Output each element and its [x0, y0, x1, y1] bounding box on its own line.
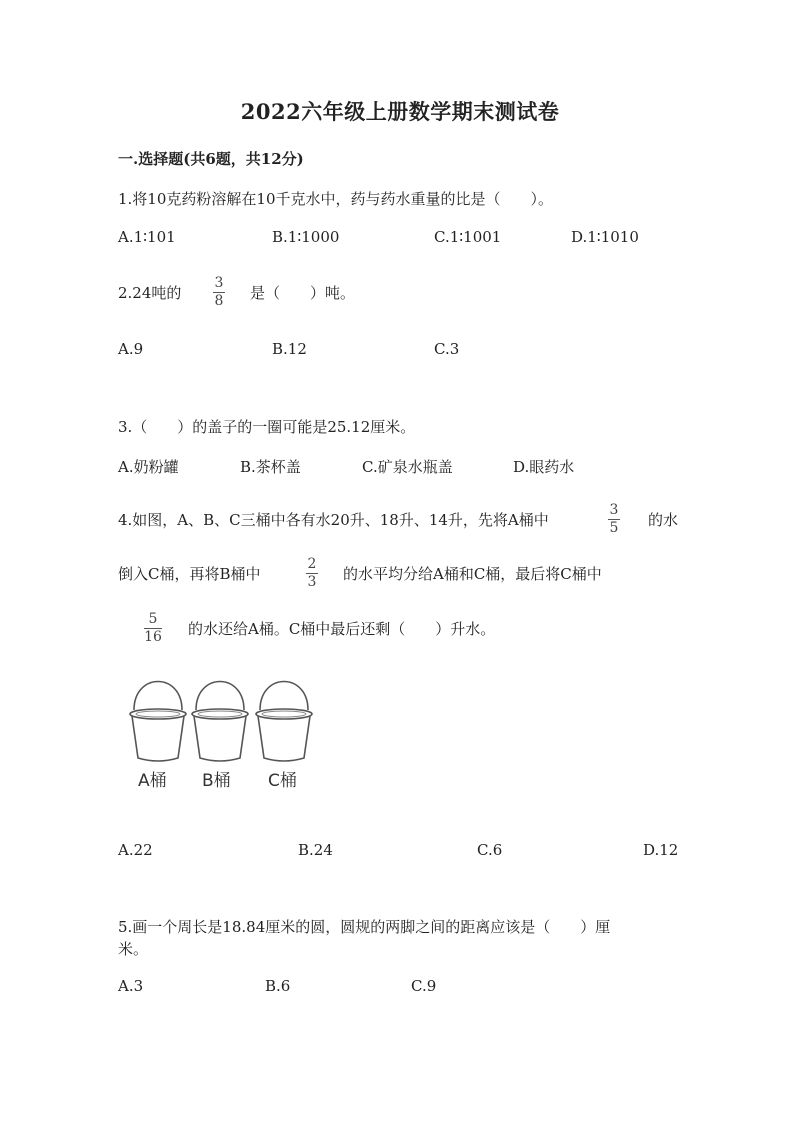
question-5-line2: 米。	[118, 940, 149, 958]
q4-fraction-2	[306, 557, 318, 590]
question-2-post: 是（ ）吨。	[250, 284, 356, 302]
q3-option-a: A.奶粉罐	[118, 458, 179, 476]
section-heading: 一.选择题(共6题，共12分)	[118, 150, 304, 168]
q2-option-b: B.12	[272, 340, 307, 358]
question-4-line3: 的水还给A桶。C桶中最后还剩（ ）升水。	[188, 620, 496, 638]
q5-option-c: C.9	[411, 977, 437, 995]
q5-option-a: A.3	[118, 977, 144, 995]
fraction-denominator: 8	[214, 293, 224, 309]
q4-option-d: D.12	[643, 841, 679, 859]
bucket-b-label: B桶	[202, 771, 231, 791]
q4-option-b: B.24	[298, 841, 333, 859]
q3-option-c: C.矿泉水瓶盖	[362, 458, 453, 476]
buckets-figure	[120, 676, 320, 796]
fraction-numerator: 5	[148, 611, 158, 627]
page-title: 2022六年级上册数学期末测试卷	[240, 99, 560, 124]
q5-option-b: B.6	[265, 977, 291, 995]
q1-option-a: A.1∶101	[118, 228, 176, 246]
question-5-line1: 5.画一个周长是18.84厘米的圆，圆规的两脚之间的距离应该是（ ）厘	[118, 918, 611, 936]
q2-option-a: A.9	[118, 340, 144, 358]
question-4-line2-post: 的水平均分给A桶和C桶，最后将C桶中	[343, 565, 602, 583]
q3-option-d: D.眼药水	[513, 458, 575, 476]
question-4-line1: 4.如图，A、B、C三桶中各有水20升、18升、14升，先将A桶中	[118, 511, 549, 529]
fraction-denominator: 5	[609, 520, 619, 536]
q4-fraction-1	[608, 503, 620, 536]
q2-option-c: C.3	[434, 340, 460, 358]
q2-fraction	[213, 276, 225, 309]
q4-fraction-3	[144, 612, 162, 645]
bucket-a-icon	[130, 682, 186, 762]
bucket-c-label: C桶	[268, 771, 297, 791]
fraction-numerator: 3	[609, 502, 619, 518]
fraction-numerator: 2	[307, 556, 317, 572]
question-2-pre: 2.24吨的	[118, 284, 182, 302]
fraction-numerator: 3	[214, 275, 224, 291]
bucket-c-icon	[256, 682, 312, 762]
q1-option-b: B.1∶1000	[272, 228, 340, 246]
question-4-line1-post: 的水	[648, 511, 679, 529]
fraction-denominator: 3	[307, 574, 317, 590]
q4-option-a: A.22	[118, 841, 153, 859]
q1-option-c: C.1∶1001	[434, 228, 502, 246]
bucket-a-label: A桶	[138, 771, 167, 791]
question-1-stem: 1.将10克药粉溶解在10千克水中，药与药水重量的比是（ ）。	[118, 190, 553, 208]
fraction-denominator: 16	[144, 629, 162, 645]
question-3-stem: 3.（ ）的盖子的一圈可能是25.12厘米。	[118, 418, 416, 436]
q3-option-b: B.茶杯盖	[240, 458, 301, 476]
bucket-b-icon	[192, 682, 248, 762]
q4-option-c: C.6	[477, 841, 503, 859]
question-4-line2: 倒入C桶，再将B桶中	[118, 565, 261, 583]
q1-option-d: D.1∶1010	[571, 228, 639, 246]
